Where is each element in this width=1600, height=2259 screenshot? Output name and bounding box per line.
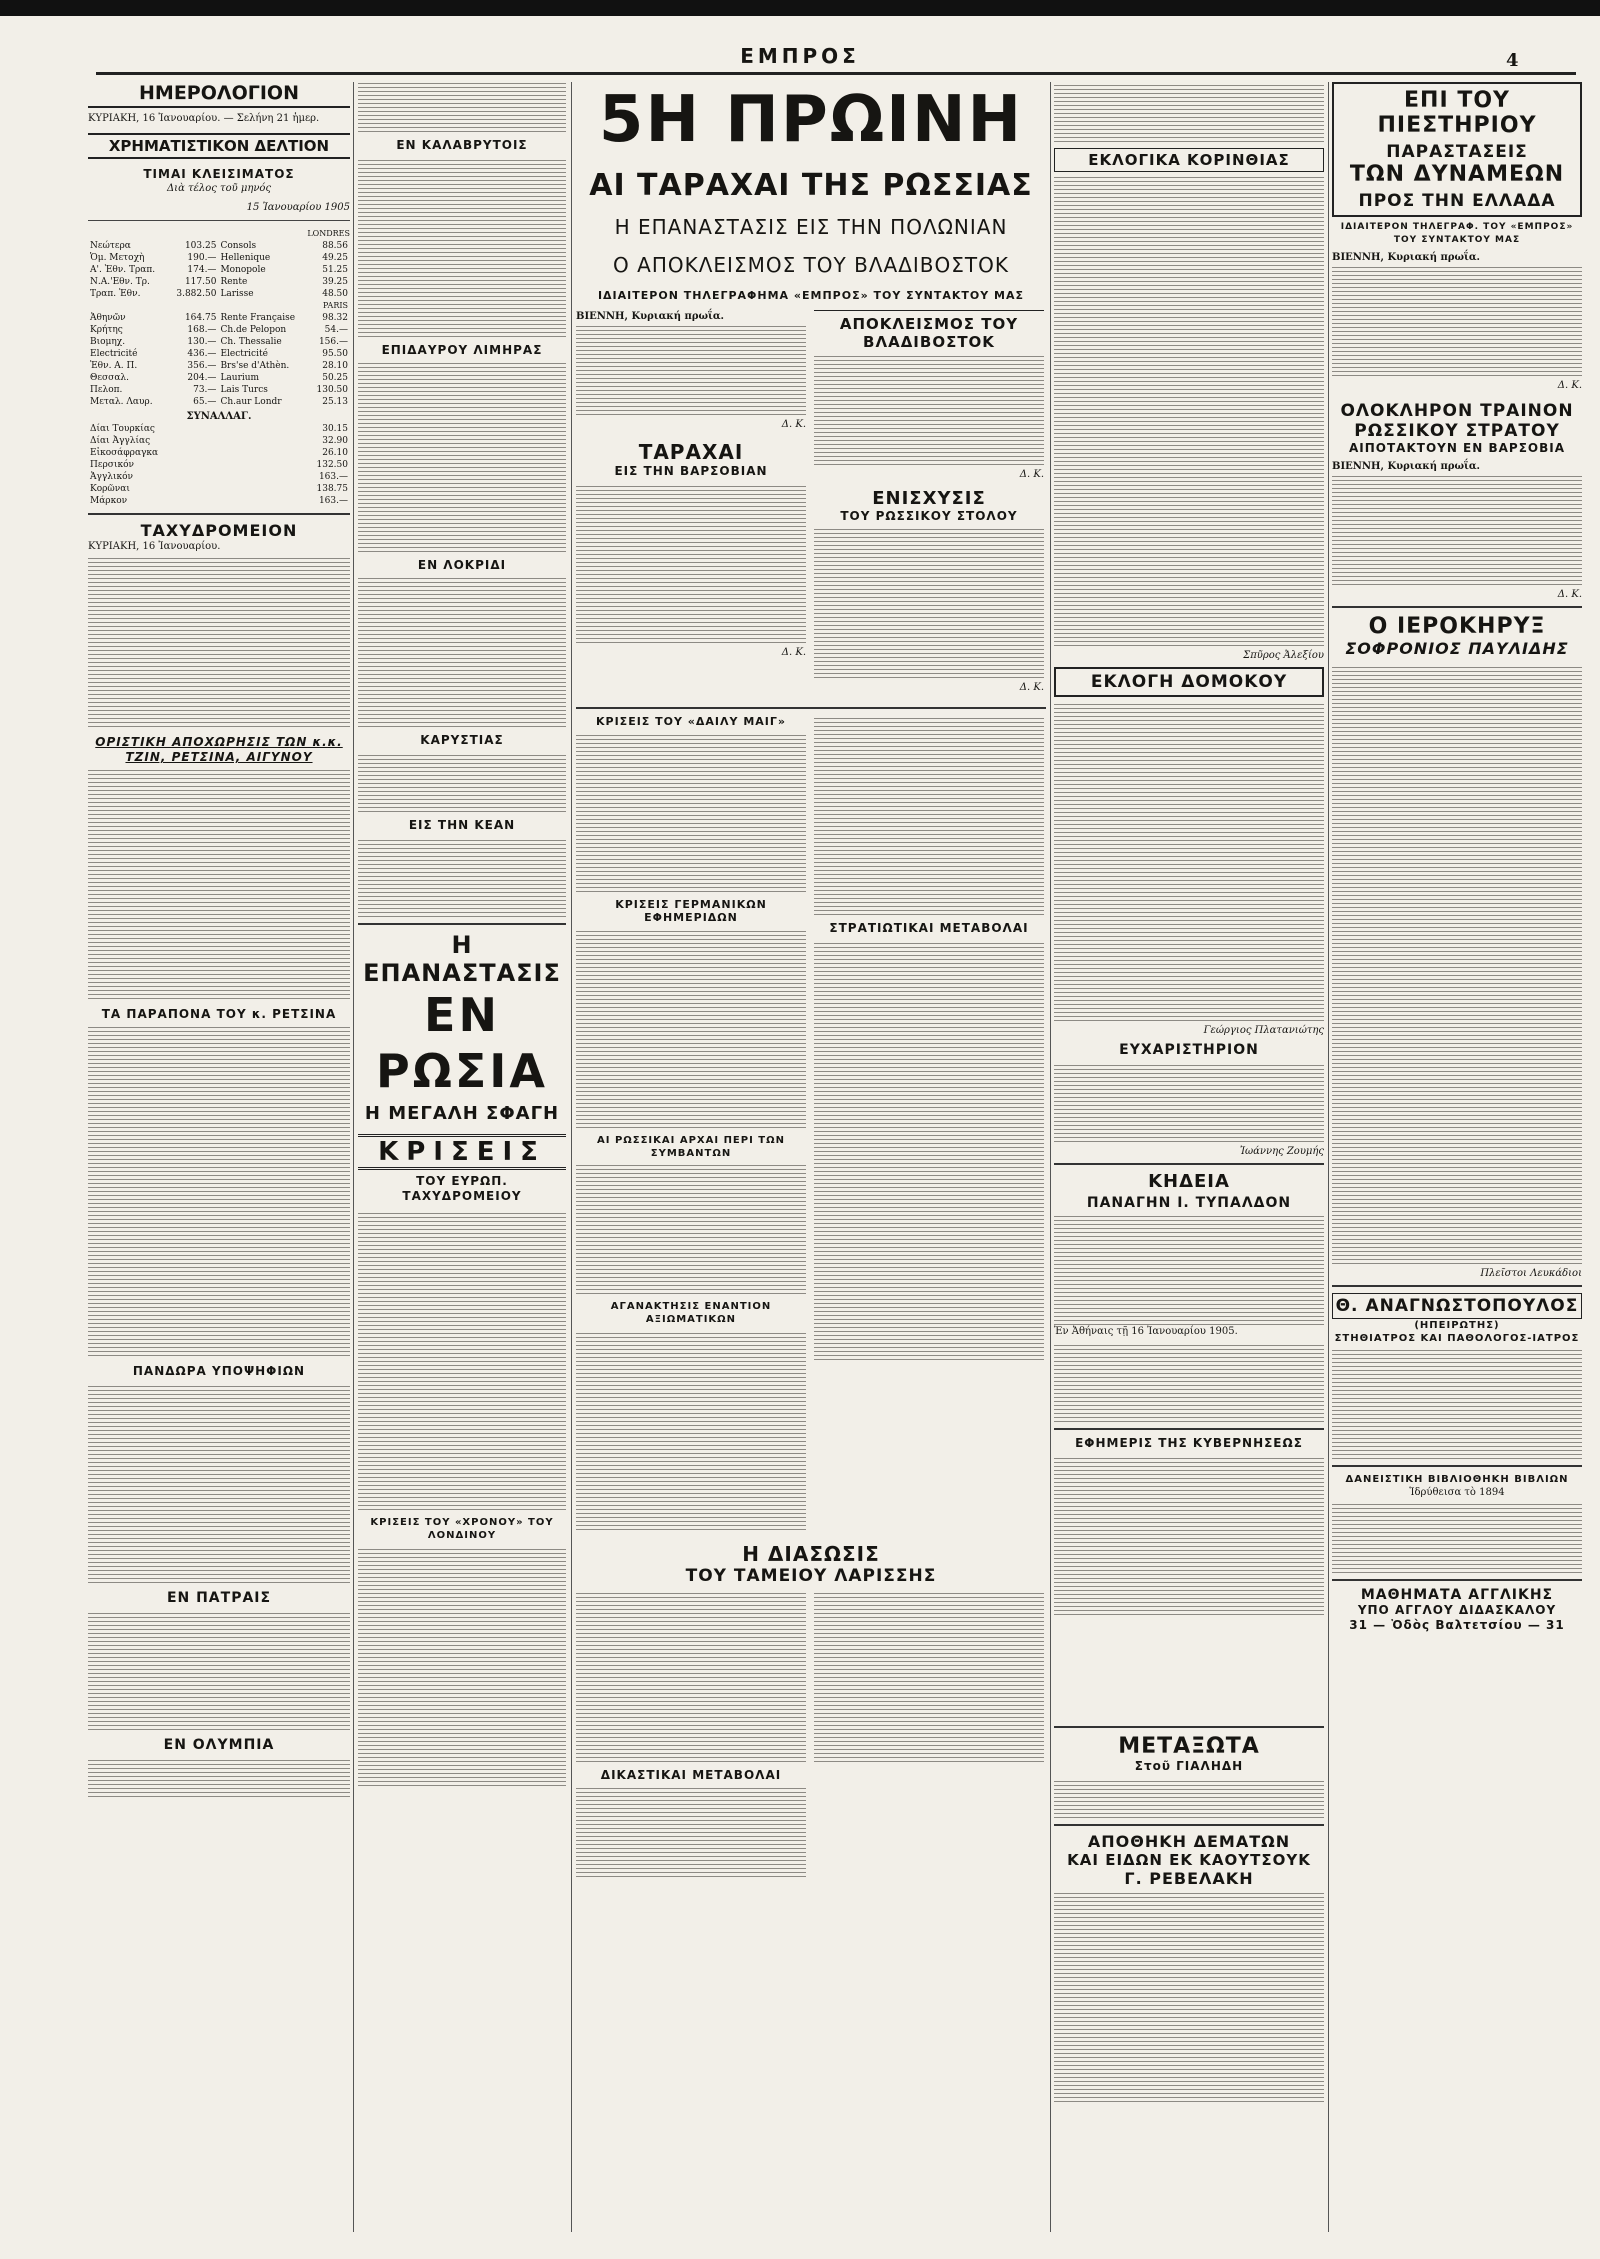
calendar-title: ΗΜΕΡΟΛΟΓΙΟΝ bbox=[88, 82, 350, 108]
synallagma-label: ΣΥΝΑΛΛΑΓ. bbox=[186, 411, 252, 422]
body-text-block bbox=[576, 732, 806, 892]
market-value: 54.— bbox=[324, 325, 348, 335]
body-text-block bbox=[88, 769, 350, 999]
exchange-value: 163.— bbox=[318, 472, 348, 482]
exchange-row bbox=[88, 483, 350, 495]
column-4-ads bbox=[1054, 1720, 1324, 2102]
dateline: ΒΙΕΝΝΗ, Κυριακή πρωΐα. bbox=[576, 311, 725, 322]
market-value: 28.10 bbox=[322, 361, 348, 371]
headline-main: ΑΙ ΤΑΡΑΧΑΙ ΤΗΣ ΡΩΣΣΙΑΣ bbox=[589, 168, 1033, 203]
minister-title-1: ΕΠΙ ΤΟΥ ΠΙΕΣΤΗΡΙΟΥ bbox=[1377, 88, 1537, 138]
funeral-name: ΠΑΝΑΓΗΝ Ι. ΤΥΠΑΛΔΟΝ bbox=[1086, 1195, 1292, 1211]
market-row bbox=[88, 240, 350, 252]
olympia-title: ΕΝ ΟΛΥΜΠΙΑ bbox=[163, 1737, 275, 1753]
body-text-block bbox=[358, 577, 566, 727]
russian-fleet-title: ΤΟΥ ΡΩΣΣΙΚΟΥ ΣΤΟΛΟΥ bbox=[840, 509, 1018, 523]
kalavryta-title: ΕΝ ΚΑΛΑΒΡΥΤΟΙΣ bbox=[396, 138, 528, 152]
body-text-block bbox=[358, 362, 566, 552]
market-label: Ὁμ. Μετοχὴ bbox=[90, 253, 145, 263]
gazette-title: ΕΦΗΜΕΡΙΣ ΤΗΣ ΚΥΒΕΡΝΗΣΕΩΣ bbox=[1075, 1436, 1303, 1450]
market-value: 50.25 bbox=[322, 373, 348, 383]
body-text-block bbox=[358, 1210, 566, 1510]
finance-title: ΧΡΗΜΑΤΙΣΤΙΚΟΝ ΔΕΛΤΙΟΝ bbox=[88, 133, 350, 159]
market-value: 103.25 bbox=[184, 241, 217, 251]
market-value: 51.25 bbox=[322, 265, 348, 275]
corinth-elections-title: ΕΚΛΟΓΙΚΑ ΚΟΡΙΝΘΙΑΣ bbox=[1054, 148, 1324, 172]
column-2 bbox=[358, 82, 566, 2232]
market-label: Κρήτης bbox=[90, 325, 123, 335]
body-text-block bbox=[1054, 1778, 1324, 1818]
body-text-block bbox=[358, 752, 566, 812]
market-value: 130.50 bbox=[316, 385, 348, 395]
military-changes-title: ΣΤΡΑΤΙΩΤΙΚΑΙ ΜΕΤΑΒΟΛΑΙ bbox=[829, 921, 1029, 935]
train-title-2: ΡΩΣΣΙΚΟΥ ΣΤΡΑΤΟΥ bbox=[1354, 421, 1560, 441]
funeral-date: Ἐν Ἀθήναις τῇ 16 Ἰανουαρίου 1905. bbox=[1054, 1326, 1238, 1337]
store-title-3: Γ. ΡΕΒΕΛΑΚΗ bbox=[1124, 1869, 1254, 1888]
corinth-signature: Σπῦρος Ἀλεξίου bbox=[1243, 650, 1324, 661]
minister-byline: ΙΔΙΑΙΤΕΡΟΝ ΤΗΛΕΓΡΑΦ. ΤΟΥ «ΕΜΠΡΟΣ» ΤΟΥ ΣΥΝΤΑΚΤΟΥ ΜΑΣ bbox=[1340, 222, 1574, 245]
domokos-signature: Γεώργιος Πλατανιώτης bbox=[1203, 1025, 1324, 1036]
body-text-block bbox=[576, 928, 806, 1128]
market-value: 356.— bbox=[187, 361, 217, 371]
market-row bbox=[88, 384, 350, 396]
market-row bbox=[88, 312, 350, 324]
market-value: 117.50 bbox=[184, 277, 217, 287]
market-value: 204.— bbox=[187, 373, 217, 383]
market-row bbox=[88, 336, 350, 348]
larissa-title-2: ΤΟΥ ΤΑΜΕΙΟΥ ΛΑΡΙΣΣΗΣ bbox=[685, 1566, 937, 1586]
column-divider bbox=[1328, 82, 1329, 2232]
minister-title-4: ΠΡΟΣ ΤΗΝ ΕΛΛΑΔΑ bbox=[1358, 191, 1556, 211]
body-text-block bbox=[1332, 664, 1582, 1264]
market-label: Electricité bbox=[220, 349, 268, 359]
market-label: Monopole bbox=[220, 265, 266, 275]
body-text-block bbox=[358, 837, 566, 917]
body-text-block bbox=[576, 1330, 806, 1530]
market-label: Θεσσαλ. bbox=[90, 373, 129, 383]
karystia-title: ΚΑΡΥΣΤΙΑΣ bbox=[420, 733, 504, 747]
subcolumns-lower bbox=[576, 715, 1046, 1530]
signature: Δ. Κ. bbox=[1557, 589, 1582, 600]
exchange-table bbox=[88, 423, 350, 507]
market-label: Ch. Thessalie bbox=[220, 337, 282, 347]
lokris-title: ΕΝ ΛΟΚΡΙΔΙ bbox=[417, 558, 507, 572]
preacher-signature: Πλεῖστοι Λευκάδιοι bbox=[1480, 1268, 1582, 1279]
london-label: LONDRES bbox=[307, 229, 350, 238]
market-row bbox=[88, 264, 350, 276]
larissa-title-1: Η ΔΙΑΣΩΣΙΣ bbox=[742, 1542, 880, 1566]
minister-title-2: ΠΑΡΑΣΤΑΣΕΙΣ bbox=[1386, 142, 1528, 162]
top-black-bar bbox=[0, 0, 1600, 16]
market-value: 436.— bbox=[187, 349, 217, 359]
daily-mail-title: ΚΡΙΣΕΙΣ ΤΟΥ «ΔΑΙΛΥ ΜΑΙΓ» bbox=[596, 715, 786, 728]
market-value: 190.— bbox=[187, 253, 217, 263]
body-text-block bbox=[1054, 1342, 1324, 1422]
page-number: 4 bbox=[1506, 50, 1519, 71]
subcolumn-left bbox=[576, 310, 806, 697]
english-title-1: ΜΑΘΗΜΑΤΑ ΑΓΓΛΙΚΗΣ bbox=[1360, 1587, 1554, 1603]
train-title-1: ΟΛΟΚΛΗΡΟΝ ΤΡΑΙΝΟΝ bbox=[1340, 401, 1574, 421]
english-address: 31 — Ὁδὸς Βαλτετσίου — 31 bbox=[1349, 1618, 1565, 1632]
subcolumn-left-lower bbox=[576, 715, 806, 1530]
thanks-title: ΕΥΧΑΡΙΣΤΗΡΙΟΝ bbox=[1119, 1042, 1259, 1058]
market-value: 95.50 bbox=[322, 349, 348, 359]
market-value: 130.— bbox=[187, 337, 217, 347]
market-row bbox=[88, 252, 350, 264]
exchange-value: 30.15 bbox=[322, 424, 348, 434]
exchange-label: Δίαι Τουρκίας bbox=[90, 424, 155, 434]
revolution-small: Η ΕΠΑΝΑΣΤΑΣΙΣ bbox=[363, 931, 561, 987]
exchange-row bbox=[88, 447, 350, 459]
exchange-value: 32.90 bbox=[322, 436, 348, 446]
market-value: 65.— bbox=[193, 397, 217, 407]
english-title-2: ΥΠΟ ΑΓΓΛΟΥ ΔΙΔΑΣΚΑΛΟΥ bbox=[1357, 1603, 1557, 1617]
market-label: Ἀθηνῶν bbox=[90, 313, 126, 323]
body-text-block bbox=[358, 1546, 566, 1786]
preacher-title-1: Ο ΙΕΡΟΚΗΡΥΞ bbox=[1368, 614, 1546, 639]
market-value: 39.25 bbox=[322, 277, 348, 287]
body-text-block bbox=[814, 355, 1044, 465]
headline-vladivostok: Ο ΑΠΟΚΛΕΙΣΜΟΣ ΤΟΥ ΒΛΑΔΙΒΟΣΤΟΚ bbox=[613, 253, 1009, 277]
market-value: 49.25 bbox=[322, 253, 348, 263]
column-divider bbox=[353, 82, 354, 2232]
market-value: 174.— bbox=[187, 265, 217, 275]
body-text-block bbox=[814, 715, 1044, 915]
exchange-row bbox=[88, 435, 350, 447]
silks-subtitle: Στοῦ ΓΙΑΛΗΔΗ bbox=[1134, 1759, 1244, 1773]
body-text-block bbox=[88, 1383, 350, 1583]
parapona-title: ΤΑ ΠΑΡΑΠΟΝΑ ΤΟΥ κ. ΡΕΤΣΙΝΑ bbox=[101, 1007, 337, 1021]
body-text-block bbox=[576, 1592, 806, 1762]
market-row bbox=[88, 348, 350, 360]
market-label: Hellenique bbox=[220, 253, 271, 263]
retsina-title: ΟΡΙΣΤΙΚΗ ΑΠΟΧΩΡΗΣΙΣ ΤΩΝ κ.κ. ΤΖΙΝ, ΡΕΤΣΙΝΑ, ΑΙΓΥΝΟΥ bbox=[95, 735, 343, 764]
market-label: Ch.de Pelopon bbox=[220, 325, 287, 335]
store-title-2: ΚΑΙ ΕΙΔΩΝ ΕΚ ΚΑΟΥΤΣΟΥΚ bbox=[1067, 1851, 1311, 1869]
prices-title: ΤΙΜΑΙ ΚΛΕΙΣΙΜΑΤΟΣ bbox=[143, 167, 295, 181]
market-label: Rente bbox=[220, 277, 248, 287]
market-row bbox=[88, 276, 350, 288]
market-value: 168.— bbox=[187, 325, 217, 335]
body-text-block bbox=[88, 557, 350, 727]
market-value: 3.882.50 bbox=[176, 289, 217, 299]
market-label: Rente Française bbox=[220, 313, 296, 323]
exchange-row bbox=[88, 471, 350, 483]
masthead: ΕΜΠΡΟΣ bbox=[740, 44, 860, 68]
dateline: ΒΙΕΝΝΗ, Κυριακή πρωΐα. bbox=[1332, 252, 1481, 263]
signature: Δ. Κ. bbox=[1019, 469, 1044, 480]
prices-subtitle: Διὰ τέλος τοῦ μηνός bbox=[166, 183, 272, 194]
market-label: Α'. Ἐθν. Τραπ. bbox=[90, 265, 156, 275]
market-value: 73.— bbox=[193, 385, 217, 395]
crises-title: ΚΡΙΣΕΙΣ bbox=[358, 1134, 566, 1170]
body-text-block bbox=[814, 1592, 1044, 1762]
subcolumn-right-lower bbox=[814, 715, 1044, 1530]
german-press-title: ΚΡΙΣΕΙΣ ΓΕΡΜΑΝΙΚΩΝ ΕΦΗΜΕΡΙΔΩΝ bbox=[615, 898, 767, 924]
calendar-line: ΚΥΡΙΑΚΗ, 16 Ἰανουαρίου. — Σελήνη 21 ἡμερ. bbox=[88, 113, 320, 124]
body-text-block bbox=[1332, 1503, 1582, 1573]
market-value: 98.32 bbox=[322, 313, 348, 323]
body-text-block bbox=[576, 483, 806, 643]
market-value: 156.— bbox=[318, 337, 348, 347]
body-text-block bbox=[1332, 475, 1582, 585]
doctor-specialty: ΣΤΗΘΙΑΤΡΟΣ ΚΑΙ ΠΑΘΟΛΟΓΟΣ-ΙΑΤΡΟΣ bbox=[1334, 1333, 1580, 1344]
exchange-label: Εἰκοσάφραγκα bbox=[90, 448, 159, 458]
body-text-block bbox=[576, 325, 806, 415]
body-text-block bbox=[576, 1164, 806, 1294]
market-label: Lais Turcs bbox=[220, 385, 268, 395]
market-value: 164.75 bbox=[184, 313, 217, 323]
exchange-value: 132.50 bbox=[316, 460, 348, 470]
train-title-3: ΑΙΠΟΤΑΚΤΟΥΝ ΕΝ ΒΑΡΣΟΒΙΑ bbox=[1348, 441, 1565, 455]
market-row bbox=[88, 396, 350, 408]
market-label: Βιομηχ. bbox=[90, 337, 126, 347]
body-text-block bbox=[1054, 1892, 1324, 2102]
silks-title: ΜΕΤΑΞΩΤΑ bbox=[1118, 1734, 1260, 1759]
tarachai-title: ΤΑΡΑΧΑΙ bbox=[638, 440, 744, 464]
column-5 bbox=[1332, 82, 1582, 2232]
thanks-signature: Ἰωάννης Ζουμής bbox=[1239, 1146, 1324, 1157]
body-text-block bbox=[814, 940, 1044, 1360]
exchange-value: 26.10 bbox=[322, 448, 348, 458]
column-3 bbox=[576, 82, 1046, 2232]
warsaw-title: ΕΙΣ ΤΗΝ ΒΑΡΣΟΒΙΑΝ bbox=[614, 464, 768, 478]
via-post: ΤΟΥ ΕΥΡΩΠ. ΤΑΧΥΔΡΟΜΕΙΟΥ bbox=[402, 1174, 522, 1203]
market-label: Ν.Α.'Εθν. Τρ. bbox=[90, 277, 150, 287]
header-rule bbox=[96, 72, 1576, 75]
body-text-block bbox=[358, 82, 566, 132]
market-value: 48.50 bbox=[322, 289, 348, 299]
column-1 bbox=[88, 82, 350, 2232]
body-text-block bbox=[88, 1026, 350, 1356]
body-text-block bbox=[1054, 1215, 1324, 1325]
judicial-changes-title: ΔΙΚΑΣΤΙΚΑΙ ΜΕΤΑΒΟΛΑΙ bbox=[600, 1768, 782, 1782]
body-text-block bbox=[1332, 1349, 1582, 1459]
minister-title-3: ΤΩΝ ΔΥΝΑΜΕΩΝ bbox=[1349, 162, 1565, 187]
minister-box bbox=[1332, 82, 1582, 217]
market-label: Laurium bbox=[220, 373, 260, 383]
paris-label-row bbox=[88, 300, 350, 312]
market-label: Ch.aur Londr bbox=[220, 397, 282, 407]
body-text-block bbox=[88, 1757, 350, 1797]
exchange-row bbox=[88, 423, 350, 435]
market-table bbox=[88, 240, 350, 408]
signature: Δ. Κ. bbox=[1019, 682, 1044, 693]
kea-title: ΕΙΣ ΤΗΝ ΚΕΑΝ bbox=[408, 818, 516, 832]
exchange-row bbox=[88, 459, 350, 471]
market-row bbox=[88, 288, 350, 300]
market-label: Ἐθν. Α. Π. bbox=[90, 361, 138, 371]
edition-headline: 5Η ΠΡΩΙΝΗ bbox=[598, 83, 1024, 157]
exchange-label: Ἀγγλικόν bbox=[90, 472, 134, 482]
larissa-columns bbox=[576, 1592, 1046, 1762]
market-label: Τραπ. Ἐθν. bbox=[90, 289, 141, 299]
market-label: Μεταλ. Λαυρ. bbox=[90, 397, 153, 407]
patras-title: ΕΝ ΠΑΤΡΑΙΣ bbox=[166, 1590, 272, 1606]
blockade-title: ΑΠΟΚΛΕΙΣΜΟΣ ΤΟΥ ΒΛΑΔΙΒΟΣΤΟΚ bbox=[814, 310, 1044, 351]
preacher-title-2: ΣΟΦΡΟΝΙΟΣ ΠΑΥΛΙΔΗΣ bbox=[1345, 639, 1569, 658]
library-subtitle: Ἱδρύθεισα τὸ 1894 bbox=[1409, 1487, 1505, 1498]
post-title: ΤΑΧΥΔΡΟΜΕΙΟΝ bbox=[140, 521, 298, 540]
library-title: ΔΑΝΕΙΣΤΙΚΗ ΒΙΒΛΙΟΘΗΚΗ ΒΙΒΛΙΩΝ bbox=[1345, 1474, 1569, 1485]
market-value: 88.56 bbox=[322, 241, 348, 251]
market-label: Larisse bbox=[220, 289, 254, 299]
against-officers-title: ΑΓΑΝΑΚΤΗΣΙΣ ΕΝΑΝΤΙΟΝ ΑΞΙΩΜΑΤΙΚΩΝ bbox=[610, 1301, 772, 1325]
column-divider bbox=[571, 82, 572, 2232]
chronos-title: ΚΡΙΣΕΙΣ ΤΟΥ «ΧΡΟΝΟΥ» ΤΟΥ ΛΟΝΔΙΝΟΥ bbox=[370, 1517, 554, 1541]
massacre-title: Η ΜΕΓΑΛΗ ΣΦΑΓΗ bbox=[364, 1103, 560, 1124]
exchange-value: 138.75 bbox=[316, 484, 348, 494]
signature: Δ. Κ. bbox=[781, 419, 806, 430]
market-row bbox=[88, 360, 350, 372]
market-label: Electricité bbox=[90, 349, 138, 359]
market-row bbox=[88, 372, 350, 384]
market-date: 15 Ἰανουαρίου 1905 bbox=[246, 202, 350, 213]
body-text-block bbox=[1054, 701, 1324, 1021]
exchange-label: Μάρκον bbox=[90, 496, 128, 506]
byline: ΙΔΙΑΙΤΕΡΟΝ ΤΗΛΕΓΡΑΦΗΜΑ «ΕΜΠΡΟΣ» ΤΟΥ ΣΥΝΤΑΚΤΟΥ ΜΑΣ bbox=[597, 289, 1025, 302]
doctor-origin: (ΗΠΕΙΡΩΤΗΣ) bbox=[1414, 1320, 1500, 1331]
store-title-1: ΑΠΟΘΗΚΗ ΔΕΜΑΤΩΝ bbox=[1087, 1832, 1291, 1851]
market-label: Πελοπ. bbox=[90, 385, 123, 395]
post-line: ΚΥΡΙΑΚΗ, 16 Ἰανουαρίου. bbox=[88, 541, 221, 552]
market-row bbox=[88, 324, 350, 336]
paris-label: PARIS bbox=[322, 301, 348, 310]
russian-authorities-title: ΑΙ ΡΩΣΣΙΚΑΙ ΑΡΧΑΙ ΠΕΡΙ ΤΩΝ ΣΥΜΒΑΝΤΩΝ bbox=[597, 1135, 785, 1159]
body-text-block bbox=[576, 1787, 806, 1877]
dateline: ΒΙΕΝΝΗ, Κυριακή πρωΐα. bbox=[1332, 461, 1481, 472]
subcolumn-right bbox=[814, 310, 1044, 697]
market-value: 25.13 bbox=[322, 397, 348, 407]
body-text-block bbox=[814, 528, 1044, 678]
signature: Δ. Κ. bbox=[1557, 380, 1582, 391]
body-text-block bbox=[1054, 1455, 1324, 1615]
signature: Δ. Κ. bbox=[781, 647, 806, 658]
exchange-label: Δίαι Ἀγγλίας bbox=[90, 436, 151, 446]
column-divider bbox=[1050, 82, 1051, 2232]
body-text-block bbox=[1054, 1062, 1324, 1142]
exchange-label: Περσικόν bbox=[90, 460, 134, 470]
revolution-big: ΕΝ ΡΩΣΙΑ bbox=[376, 988, 548, 1098]
body-text-block bbox=[1332, 266, 1582, 376]
body-text-block bbox=[1054, 82, 1324, 142]
market-label: Brs'se d'Athèn. bbox=[220, 361, 290, 371]
doctor-name: Θ. ΑΝΑΓΝΩΣΤΟΠΟΥΛΟΣ bbox=[1332, 1293, 1582, 1319]
epidavros-title: ΕΠΙΔΑΥΡΟΥ ΛΙΜΗΡΑΣ bbox=[381, 343, 543, 357]
market-label: Νεώτερα bbox=[90, 241, 131, 251]
exchange-row bbox=[88, 495, 350, 507]
subcolumns bbox=[576, 310, 1046, 697]
market-label: Consols bbox=[220, 241, 257, 251]
body-text-block bbox=[1054, 176, 1324, 646]
pandora-title: ΠΑΝΔΩΡΑ ΥΠΟΨΗΦΙΩΝ bbox=[132, 1364, 306, 1378]
body-text-block bbox=[88, 1610, 350, 1730]
funeral-title: ΚΗΔΕΙΑ bbox=[1148, 1171, 1230, 1192]
reinforcement-title: ΕΝΙΣΧΥΣΙΣ bbox=[872, 488, 986, 509]
body-text-block bbox=[358, 157, 566, 337]
headline-poland: Η ΕΠΑΝΑΣΤΑΣΙΣ ΕΙΣ ΤΗΝ ΠΟΛΩΝΙΑΝ bbox=[614, 215, 1008, 239]
exchange-label: Κορῶναι bbox=[90, 484, 130, 494]
exchange-value: 163.— bbox=[318, 496, 348, 506]
domokos-title: ΕΚΛΟΓΗ ΔΟΜΟΚΟΥ bbox=[1054, 667, 1324, 697]
